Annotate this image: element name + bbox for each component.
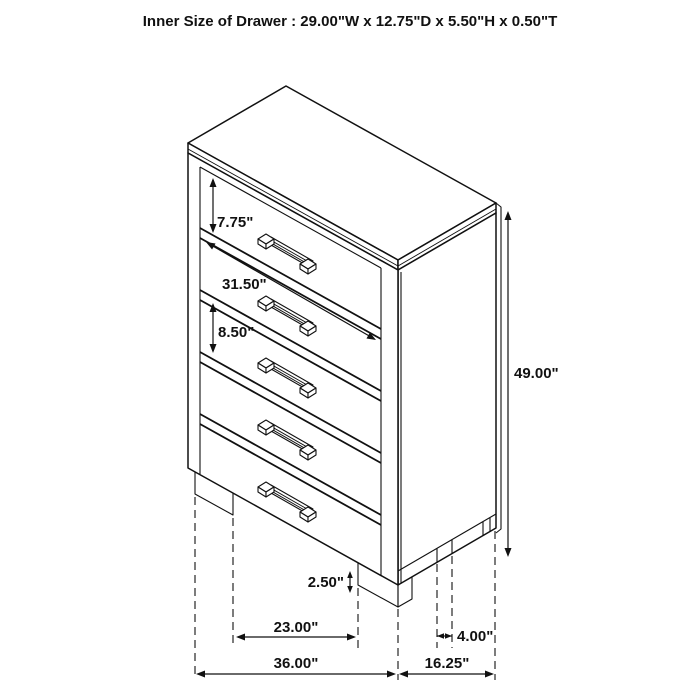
arrowhead-icon xyxy=(437,633,444,639)
arrowhead-icon xyxy=(505,211,512,220)
chest-drawing xyxy=(188,86,501,607)
dim-label-drawer-height: 8.50" xyxy=(218,324,255,341)
cabinet-side-panel xyxy=(398,203,501,585)
arrowhead-icon xyxy=(236,634,245,641)
dimension-overall-depth xyxy=(399,655,494,678)
dim-label-overall-width: 36.00" xyxy=(273,655,319,672)
arrowhead-icon xyxy=(347,634,356,641)
dim-label-overall-depth: 16.25" xyxy=(424,655,470,672)
arrowhead-icon xyxy=(485,671,494,678)
arrowhead-icon xyxy=(196,671,205,678)
diagram-title: Inner Size of Drawer : 29.00"W x 12.75"D x 5.50"H x 0.50"T xyxy=(142,13,558,30)
arrowhead-icon xyxy=(347,571,353,578)
arrowhead-icon xyxy=(399,671,408,678)
dim-label-drawer-width: 31.50" xyxy=(222,276,267,293)
arrowhead-icon xyxy=(387,671,396,678)
arrowhead-icon xyxy=(445,633,452,639)
dim-label-overall-height: 49.00" xyxy=(514,365,559,382)
dimension-leg-height xyxy=(308,571,353,593)
dim-label-front-leg-spacing: 23.00" xyxy=(273,619,319,636)
arrowhead-icon xyxy=(347,586,353,593)
dimension-front-leg-spacing xyxy=(236,619,356,641)
dim-label-back-leg-width: 4.00" xyxy=(457,628,494,645)
dimension-overall-width xyxy=(196,655,396,678)
dim-label-top-drawer-height: 7.75" xyxy=(217,214,254,231)
side-face xyxy=(398,213,496,585)
dimension-back-leg-width xyxy=(437,628,493,645)
arrowhead-icon xyxy=(505,548,512,557)
dimension-overall-height xyxy=(505,211,559,557)
dim-label-leg-height: 2.50" xyxy=(307,574,344,591)
